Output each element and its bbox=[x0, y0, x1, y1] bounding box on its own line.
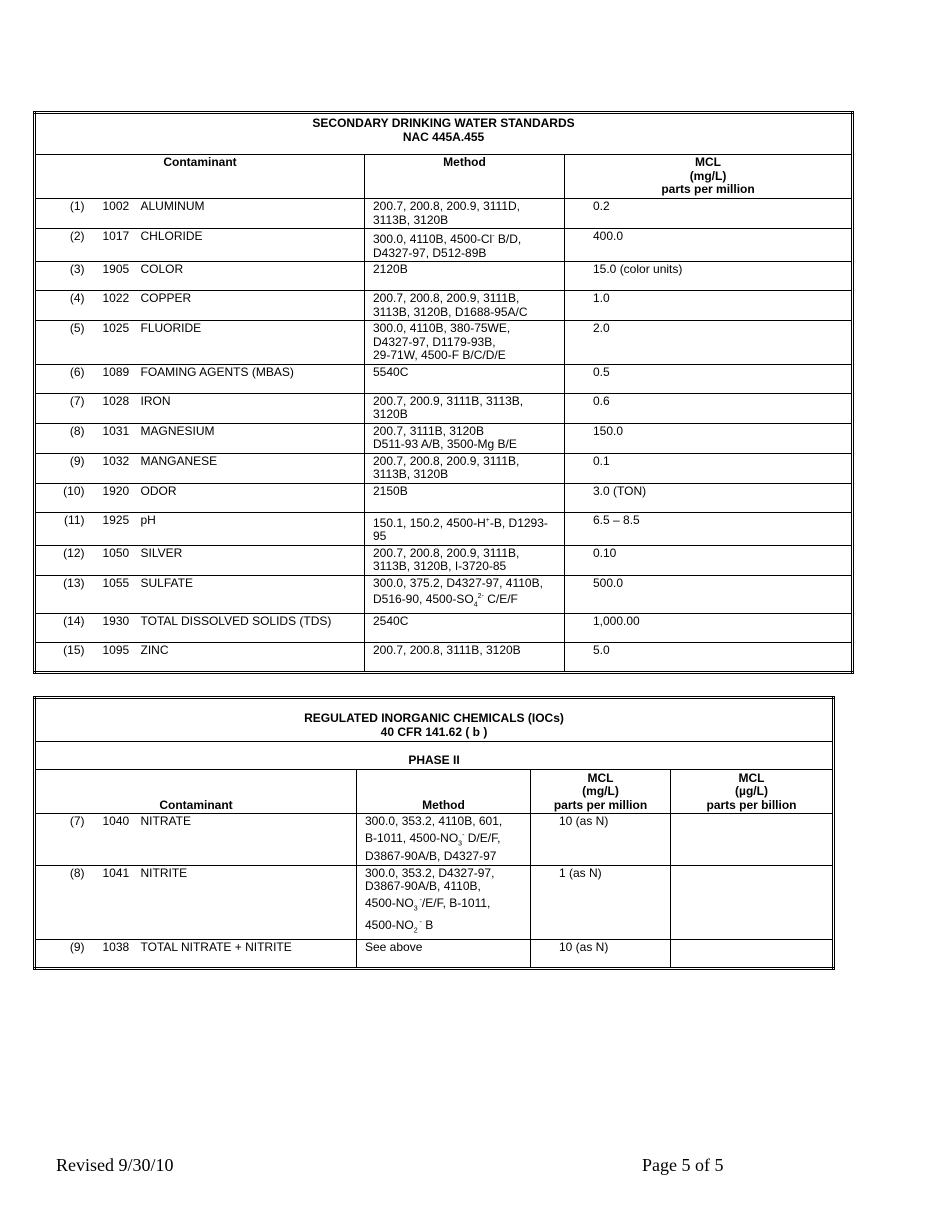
row-contaminant: CHLORIDE bbox=[137, 229, 365, 262]
row-contaminant: ODOR bbox=[137, 483, 365, 512]
row-method: 200.7, 3111B, 3120B D511-93 A/B, 3500-Mg B/E bbox=[365, 423, 565, 453]
row-mcl: 500.0 bbox=[565, 575, 853, 613]
row-mcl: 0.1 bbox=[565, 453, 853, 483]
row-code: 1040 bbox=[87, 814, 137, 866]
row-code: 1925 bbox=[87, 512, 137, 545]
table-title: REGULATED INORGANIC CHEMICALS (IOCs) bbox=[304, 711, 564, 725]
table-title-cell bbox=[35, 113, 853, 155]
regulated-iocs-table bbox=[33, 696, 835, 970]
row-number: (7) bbox=[35, 814, 87, 866]
row-code: 1905 bbox=[87, 262, 137, 291]
table-subtitle: NAC 445A.455 bbox=[402, 129, 485, 144]
row-number: (13) bbox=[35, 575, 87, 613]
row-method: 200.7, 200.8, 200.9, 3111B, 3113B, 3120B, I-3720-85 bbox=[365, 545, 565, 575]
table-row bbox=[35, 939, 834, 968]
row-mcl: 3.0 (TON) bbox=[565, 483, 853, 512]
row-number: (8) bbox=[35, 865, 87, 939]
header-mcl-desc: parts per billion bbox=[706, 797, 797, 812]
row-code: 1920 bbox=[87, 483, 137, 512]
row-code: 1017 bbox=[87, 229, 137, 262]
row-contaminant: COLOR bbox=[137, 262, 365, 291]
row-mcl-ppb bbox=[671, 814, 834, 866]
table-row bbox=[35, 613, 853, 642]
row-mcl-ppm: 10 (as N) bbox=[531, 939, 671, 968]
row-mcl-ppb bbox=[671, 939, 834, 968]
row-mcl: 0.2 bbox=[565, 199, 853, 229]
row-contaminant: MANGANESE bbox=[137, 453, 365, 483]
row-number: (11) bbox=[35, 512, 87, 545]
row-mcl: 6.5 – 8.5 bbox=[565, 512, 853, 545]
row-code: 1038 bbox=[87, 939, 137, 968]
page-number: Page 5 of 5 bbox=[642, 1155, 724, 1175]
row-code: 1022 bbox=[87, 291, 137, 321]
row-number: (14) bbox=[35, 613, 87, 642]
row-method: 300.0, 353.2, 4110B, 601, B-1011, $4500-NO_3^-$ D/E/F, D3867-90A/B, D4327-97 bbox=[357, 814, 531, 866]
table-row bbox=[35, 393, 853, 423]
header-mcl-label: MCL bbox=[738, 770, 765, 785]
row-code: 1025 bbox=[87, 321, 137, 365]
table-row bbox=[35, 291, 853, 321]
phase-label: PHASE II bbox=[35, 742, 834, 770]
row-method: 5540C bbox=[365, 364, 565, 393]
row-mcl: 15.0 (color units) bbox=[565, 262, 853, 291]
row-mcl: 1,000.00 bbox=[565, 613, 853, 642]
row-contaminant: SILVER bbox=[137, 545, 365, 575]
row-contaminant: MAGNESIUM bbox=[137, 423, 365, 453]
header-mcl-unit: (mg/L) bbox=[582, 784, 619, 798]
header-method: Method bbox=[357, 770, 531, 814]
table-row bbox=[35, 364, 853, 393]
secondary-standards-table bbox=[33, 111, 854, 674]
row-mcl: 0.5 bbox=[565, 364, 853, 393]
table-row bbox=[35, 199, 853, 229]
row-mcl-ppm: 10 (as N) bbox=[531, 814, 671, 866]
header-mcl bbox=[565, 155, 853, 199]
row-mcl-ppm: 1 (as N) bbox=[531, 865, 671, 939]
row-code: 1041 bbox=[87, 865, 137, 939]
row-contaminant: TOTAL DISSOLVED SOLIDS (TDS) bbox=[137, 613, 365, 642]
row-code: 1095 bbox=[87, 642, 137, 672]
row-method: 2150B bbox=[365, 483, 565, 512]
row-contaminant: FLUORIDE bbox=[137, 321, 365, 365]
table-row bbox=[35, 262, 853, 291]
row-number: (4) bbox=[35, 291, 87, 321]
row-mcl: 150.0 bbox=[565, 423, 853, 453]
row-number: (6) bbox=[35, 364, 87, 393]
revised-date: Revised 9/30/10 bbox=[56, 1155, 174, 1175]
row-code: 1930 bbox=[87, 613, 137, 642]
table-row bbox=[35, 545, 853, 575]
table-row bbox=[35, 512, 853, 545]
row-number: (2) bbox=[35, 229, 87, 262]
row-code: 1032 bbox=[87, 453, 137, 483]
header-mcl-ppb bbox=[671, 770, 834, 814]
row-contaminant: pH bbox=[137, 512, 365, 545]
header-mcl-unit: (mg/L) bbox=[689, 168, 727, 183]
row-number: (5) bbox=[35, 321, 87, 365]
table-row bbox=[35, 453, 853, 483]
row-mcl: 1.0 bbox=[565, 291, 853, 321]
row-contaminant: TOTAL NITRATE + NITRITE bbox=[137, 939, 357, 968]
table-row bbox=[35, 321, 853, 365]
row-contaminant: IRON bbox=[137, 393, 365, 423]
row-method: 2120B bbox=[365, 262, 565, 291]
row-code: 1028 bbox=[87, 393, 137, 423]
row-method: See above bbox=[357, 939, 531, 968]
table-row bbox=[35, 483, 853, 512]
row-mcl: 400.0 bbox=[565, 229, 853, 262]
row-code: 1031 bbox=[87, 423, 137, 453]
row-method: 300.0, 375.2, D4327-97, 4110B, D516-90, $4500-SO_4^{2-}$ C/E/F bbox=[365, 575, 565, 613]
row-method: 2540C bbox=[365, 613, 565, 642]
row-contaminant: ALUMINUM bbox=[137, 199, 365, 229]
table-row bbox=[35, 865, 834, 939]
row-mcl: 2.0 bbox=[565, 321, 853, 365]
row-mcl: 5.0 bbox=[565, 642, 853, 672]
header-method: Method bbox=[365, 155, 565, 199]
row-method: 200.7, 200.8, 200.9, 3111D, 3113B, 3120B bbox=[365, 199, 565, 229]
row-number: (15) bbox=[35, 642, 87, 672]
row-number: (7) bbox=[35, 393, 87, 423]
row-method: 200.7, 200.9, 3111B, 3113B, 3120B bbox=[365, 393, 565, 423]
row-number: (9) bbox=[35, 939, 87, 968]
row-number: (12) bbox=[35, 545, 87, 575]
table-row bbox=[35, 814, 834, 866]
header-mcl-label: MCL bbox=[695, 155, 722, 169]
row-code: 1002 bbox=[87, 199, 137, 229]
row-mcl: 0.10 bbox=[565, 545, 853, 575]
row-method: 300.0, 353.2, D4327-97, D3867-90A/B, 4110B, $4500-NO_3$ -/E/F, B-1011, $4500-NO_2$ - B bbox=[357, 865, 531, 939]
row-contaminant: COPPER bbox=[137, 291, 365, 321]
header-contaminant: Contaminant bbox=[35, 155, 365, 199]
row-method: 300.0, 4110B, 4500-Cl- B/D, D4327-97, D512-89B bbox=[365, 229, 565, 262]
row-contaminant: ZINC bbox=[137, 642, 365, 672]
header-mcl-ppm bbox=[531, 770, 671, 814]
row-number: (8) bbox=[35, 423, 87, 453]
row-code: 1050 bbox=[87, 545, 137, 575]
row-mcl-ppb bbox=[671, 865, 834, 939]
header-contaminant: Contaminant bbox=[35, 770, 357, 814]
row-contaminant: NITRITE bbox=[137, 865, 357, 939]
row-contaminant: NITRATE bbox=[137, 814, 357, 866]
row-number: (1) bbox=[35, 199, 87, 229]
table-title: SECONDARY DRINKING WATER STANDARDS bbox=[312, 116, 575, 130]
header-mcl-label: MCL bbox=[587, 770, 614, 785]
row-method: 150.1, 150.2, 4500-H+-B, D1293- 95 bbox=[365, 512, 565, 545]
row-code: 1089 bbox=[87, 364, 137, 393]
row-number: (3) bbox=[35, 262, 87, 291]
header-mcl-unit: (µg/L) bbox=[735, 784, 768, 798]
row-contaminant: FOAMING AGENTS (MBAS) bbox=[137, 364, 365, 393]
row-method: 200.7, 200.8, 200.9, 3111B, 3113B, 3120B, D1688-95A/C bbox=[365, 291, 565, 321]
header-mcl-desc: parts per million bbox=[661, 182, 755, 196]
row-number: (10) bbox=[35, 483, 87, 512]
header-mcl-desc: parts per million bbox=[553, 797, 648, 812]
row-method: 300.0, 4110B, 380-75WE, D4327-97, D1179-93B, 29-71W, 4500-F B/C/D/E bbox=[365, 321, 565, 365]
row-contaminant: SULFATE bbox=[137, 575, 365, 613]
row-mcl: 0.6 bbox=[565, 393, 853, 423]
row-number: (9) bbox=[35, 453, 87, 483]
table-title-cell bbox=[35, 698, 834, 742]
table-row bbox=[35, 642, 853, 672]
table-row bbox=[35, 229, 853, 262]
row-method: 200.7, 200.8, 3111B, 3120B bbox=[365, 642, 565, 672]
row-code: 1055 bbox=[87, 575, 137, 613]
row-method: 200.7, 200.8, 200.9, 3111B, 3113B, 3120B bbox=[365, 453, 565, 483]
table-row bbox=[35, 423, 853, 453]
table-subtitle: 40 CFR 141.62 ( b ) bbox=[380, 724, 488, 739]
table-row bbox=[35, 575, 853, 613]
